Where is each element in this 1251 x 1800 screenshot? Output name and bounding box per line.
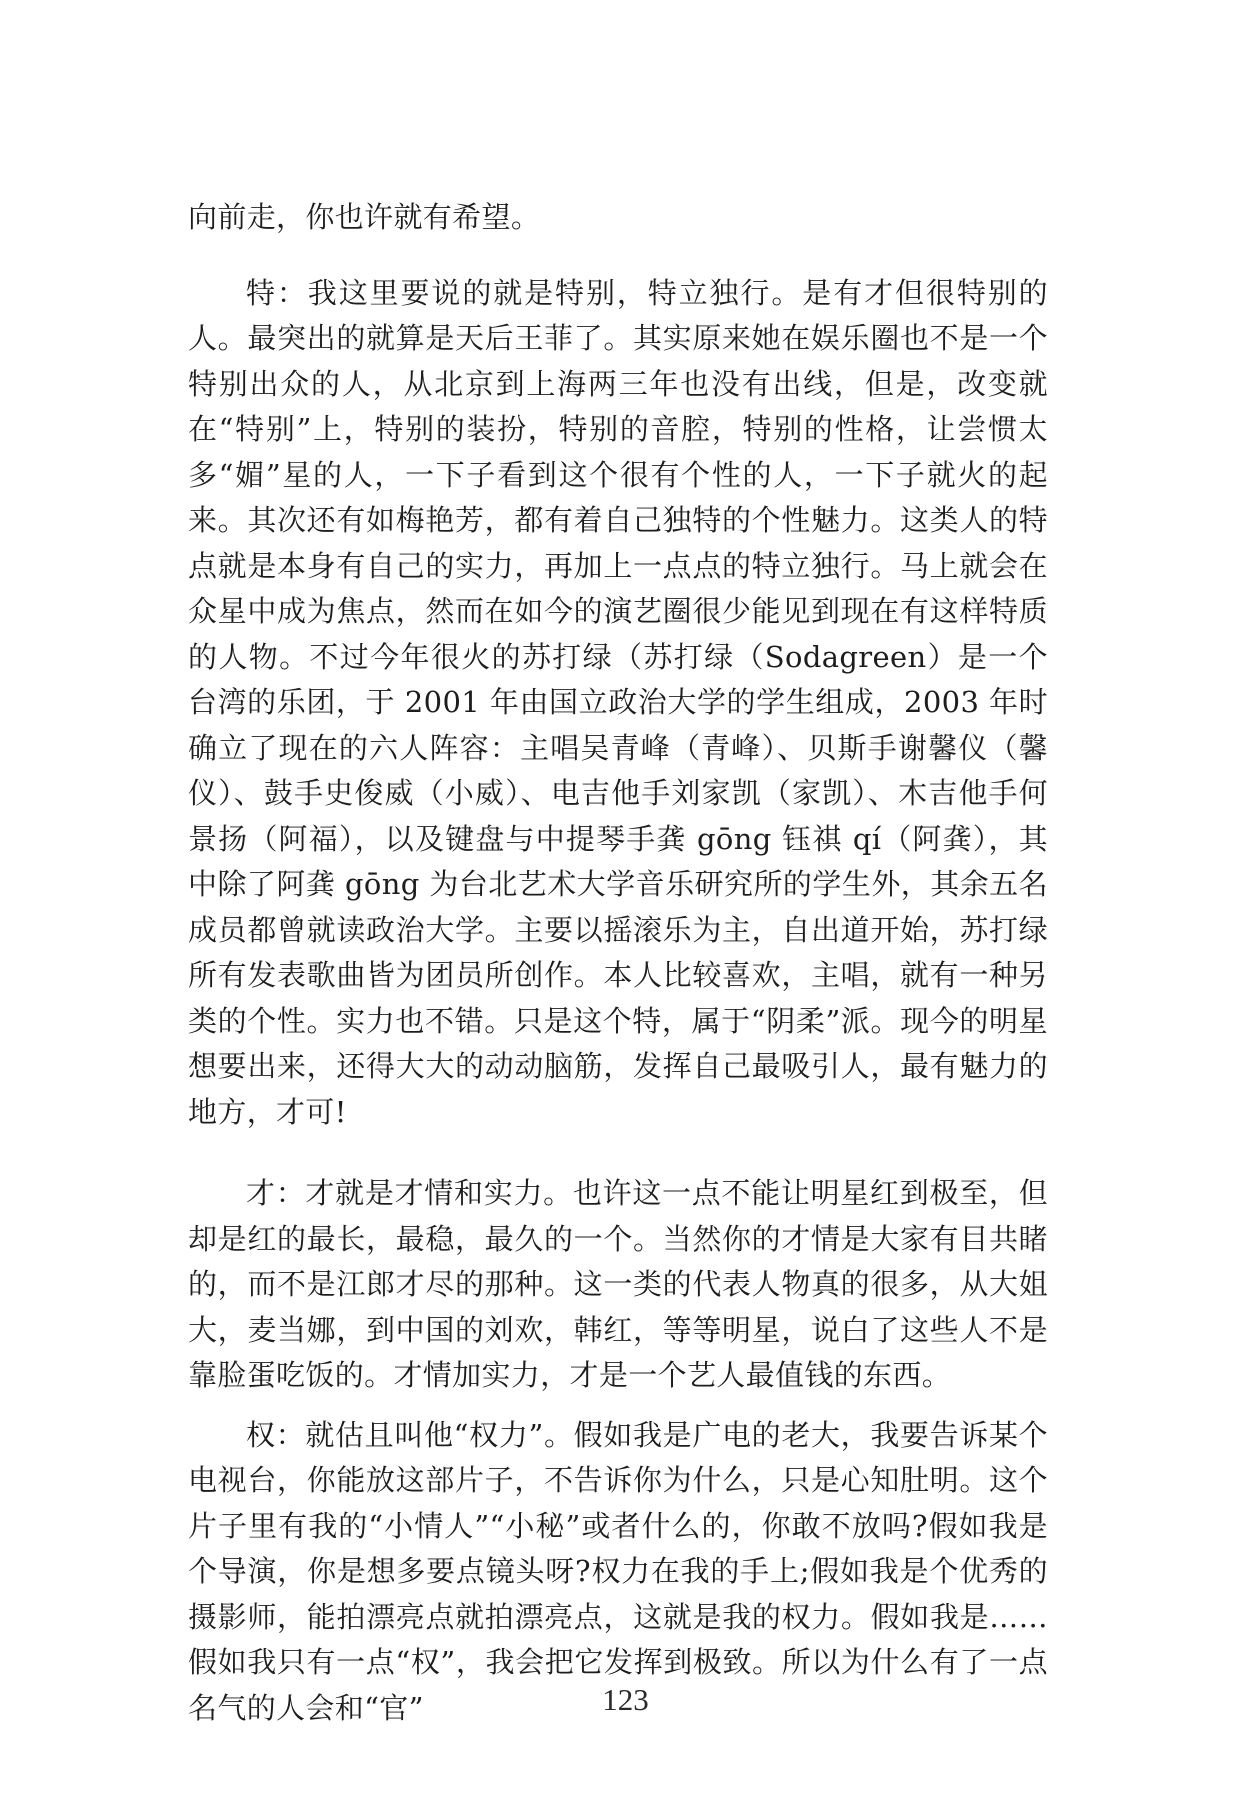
- paragraph-quan: 权：就估且叫他“权力”。假如我是广电的老大，我要告诉某个电视台，你能放这部片子，不告诉你为什么，只是心知肚明。这个片子里有我的“小情人”“小秘”或者什么的，你敢不放吗?假如我是个导演，你是想多要点镜头呀?权力在我的手上;假如我是个优秀的摄影师，能拍漂亮点就拍漂亮点，这就是我的权力。假如我是……假如我只有一点“权”，我会把它发挥到极致。所以为什么有了一点名气的人会和“官”: [188, 1417, 1048, 1725]
- page-number: 123: [602, 1682, 649, 1717]
- page-body: [188, 195, 1048, 1731]
- paragraph-cai: 才：才就是才情和实力。也许这一点不能让明星红到极至，但却是红的最长，最稳，最久的一个。当然你的才情是大家有目共睹的，而不是江郎才尽的那种。这一类的代表人物真的很多，从大姐大，麦当娜，到中国的刘欢，韩红，等等明星，说白了这些人不是靠脸蛋吃饭的。才情加实力，才是一个艺人最值钱的东西。: [188, 1176, 1048, 1392]
- paragraph-te: 特：我这里要说的就是特别，特立独行。是有才但很特别的人。最突出的就算是天后王菲了。其实原来她在娱乐圈也不是一个特别出众的人，从北京到上海两三年也没有出线，但是，改变就在“特别”上，特别的装扮，特别的音腔，特别的性格，让尝惯太多“媚”星的人，一下子看到这个很有个性的人，一下子就火的起来。其次还有如梅艳芳，都有着自己独特的个性魅力。这类人的特点就是本身有自己的实力，再加上一点点的特立独行。马上就会在众星中成为焦点，然而在如今的演艺圈很少能见到现在有这样特质的人物。不过今年很火的苏打绿（苏打绿（Sodagreen）是一个台湾的乐团，于 2001 年由国立政治大学的学生组成，2003 年时确立了现在的六人阵容：主唱吴青峰（青峰）、贝斯手谢馨仪（馨仪）、鼓手史俊威（小威）、电吉他手刘家凯（家凯）、木吉他手何景扬（阿福），以及键盘与中提琴手龚 gōng 钰祺 qí（阿龚），其中除了阿龚 gōng 为台北艺术大学音乐研究所的学生外，其余五名成员都曾就读政治大学。主要以摇滚乐为主，自出道开始，苏打绿所有发表歌曲皆为团员所创作。本人比较喜欢，主唱，就有一种另类的个性。实力也不错。只是这个特，属于“阴柔”派。现今的明星想要出来，还得大大的动动脑筋，发挥自己最吸引人，最有魅力的地方，才可!: [188, 275, 1048, 1129]
- paragraph-continuation: 向前走，你也许就有希望。: [188, 200, 541, 234]
